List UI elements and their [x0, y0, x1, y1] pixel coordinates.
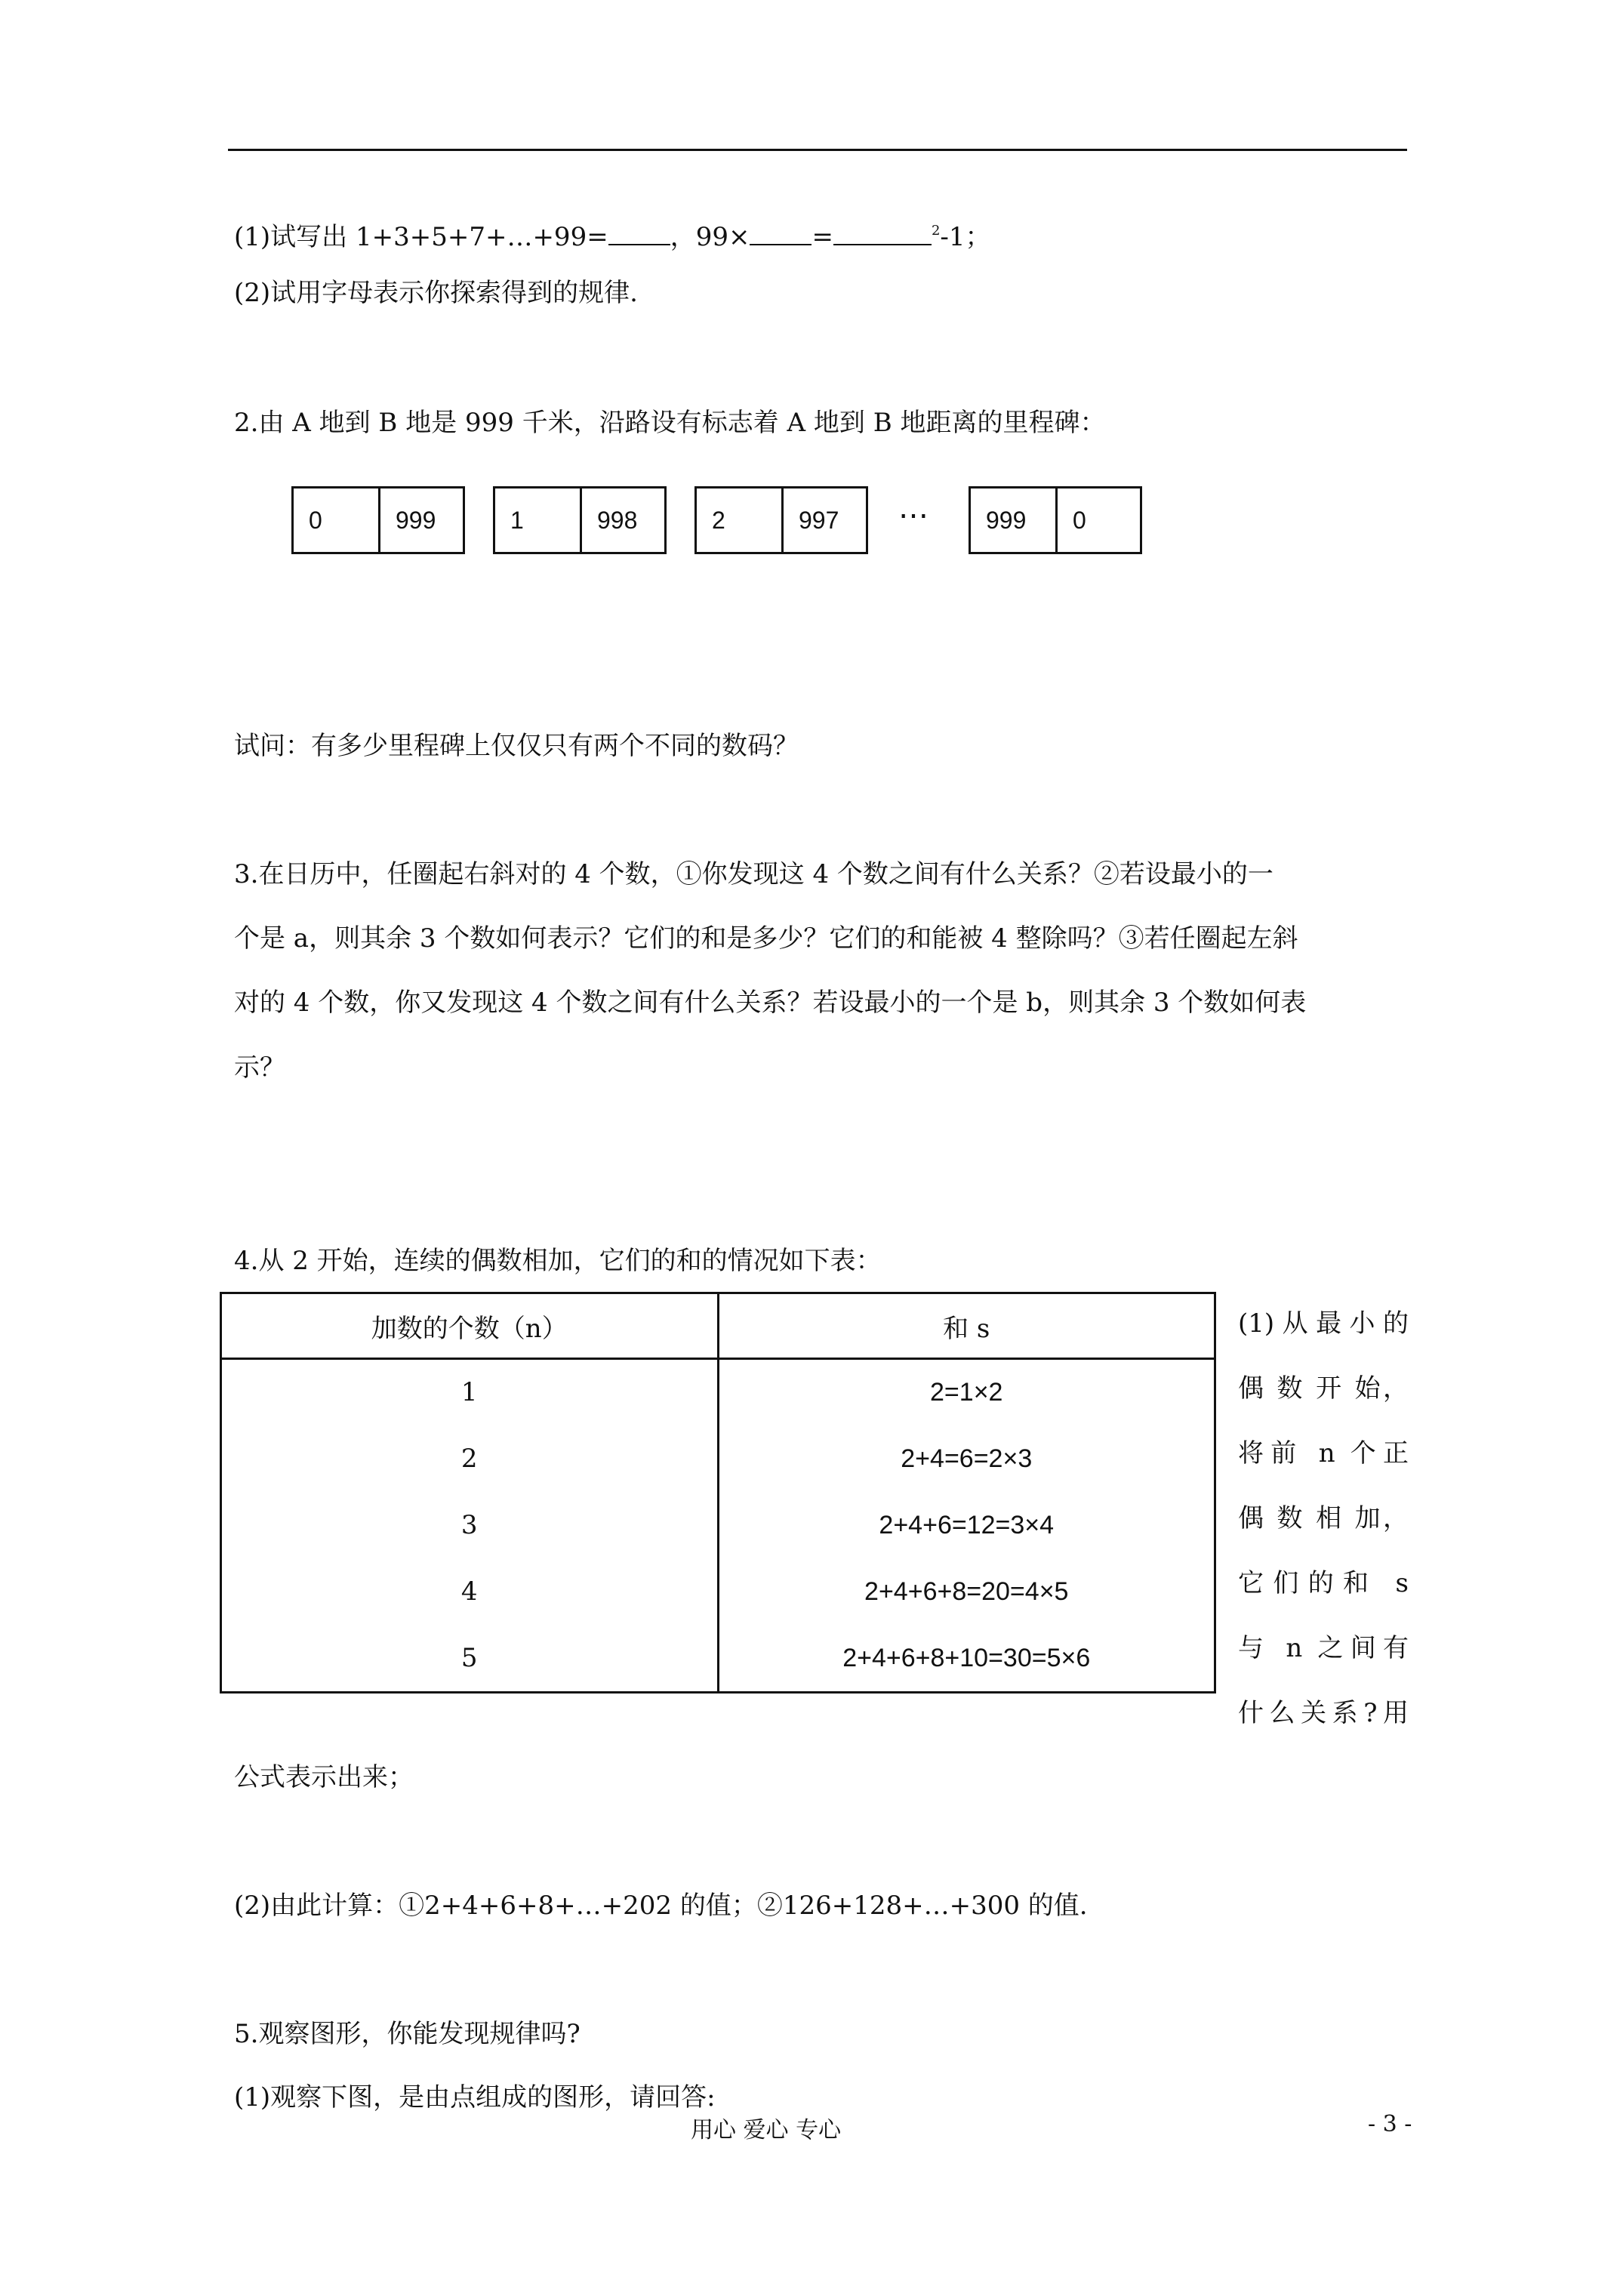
q5-part1: (1)观察下图，是由点组成的图形，请回答:: [234, 2082, 716, 2113]
milestone-right: 997: [781, 488, 866, 552]
milestone-right: 0: [1055, 488, 1140, 552]
side-line: (1)从最小的: [1238, 1308, 1409, 1339]
side-line: 它们的和 s: [1238, 1568, 1409, 1598]
table-cell: 2+4+6=12=3×4: [718, 1492, 1215, 1558]
q4-intro: 4.从 2 开始，连续的偶数相加，它们的和的情况如下表：: [234, 1246, 882, 1276]
milestone-left: 0: [309, 506, 322, 534]
q4-part2: (2)由此计算：①2+4+6+8+…+202 的值；②126+128+…+300 的值.: [234, 1891, 1088, 1921]
answer-blank[interactable]: [750, 221, 812, 245]
table-row: [221, 1625, 1215, 1693]
side-line: 偶 数 开 始，: [1238, 1373, 1409, 1404]
milestone: [694, 486, 868, 554]
milestone-left: 999: [986, 506, 1027, 534]
q1-part1-text-a: (1)试写出 1+3+5+7+…+99=: [234, 222, 608, 252]
q3-line: 个是 a，则其余 3 个数如何表示？它们的和是多少？它们的和能被 4 整除吗？③若任圈起左斜: [234, 923, 1298, 954]
side-line: 与 n 之间有: [1238, 1633, 1409, 1663]
milestone: [493, 486, 667, 554]
q3-line: 示？: [234, 1052, 285, 1083]
table-cell: 2+4=6=2×3: [718, 1425, 1215, 1492]
q1-part1-text-d: -1；: [940, 222, 991, 252]
side-line: 将前 n 个正: [1238, 1438, 1409, 1469]
q4-side-text: [1238, 1291, 1409, 1746]
footer-motto: 用心 爱心 专心: [691, 2117, 842, 2143]
sum-table: [220, 1292, 1216, 1693]
q1-part2: (2)试用字母表示你探索得到的规律.: [234, 278, 638, 308]
superscript: 2: [931, 223, 941, 239]
table-cell: 2: [221, 1425, 719, 1492]
side-line: 什么关系?用: [1238, 1698, 1409, 1728]
table-cell: 2+4+6+8+10=30=5×6: [718, 1625, 1215, 1693]
q1-part1-text-b: ，99×: [670, 222, 750, 252]
q3-line: 对的 4 个数，你又发现这 4 个数之间有什么关系？若设最小的一个是 b，则其余 3 个数如何表: [234, 988, 1307, 1018]
milestone-left: 1: [510, 506, 524, 534]
table-header-row: [221, 1293, 1215, 1359]
table-cell: 1: [221, 1359, 719, 1426]
table-cell: 2+4+6+8=20=4×5: [718, 1558, 1215, 1625]
answer-blank[interactable]: [608, 221, 670, 245]
q4-after-table: 公式表示出来；: [234, 1762, 414, 1792]
q2-text: 2.由 A 地到 B 地是 999 千米，沿路设有标志着 A 地到 B 地距离的里程碑：: [234, 408, 1106, 438]
column-header: 加数的个数（n）: [221, 1293, 719, 1359]
answer-blank[interactable]: [833, 221, 932, 245]
header-rule: [228, 149, 1407, 151]
table-row: [221, 1492, 1215, 1558]
page-number: - 3 -: [1368, 2111, 1412, 2137]
table-row: [221, 1558, 1215, 1625]
q2-question: 试问：有多少里程碑上仅仅只有两个不同的数码？: [234, 731, 799, 761]
q3-line: 3.在日历中，任圈起右斜对的 4 个数，①你发现这 4 个数之间有什么关系？②若设最小的一: [234, 859, 1273, 889]
ellipsis: …: [898, 491, 929, 525]
column-header: 和 s: [718, 1293, 1215, 1359]
side-line: 偶 数 相 加，: [1238, 1503, 1409, 1533]
table-cell: 2=1×2: [718, 1359, 1215, 1426]
q1-part1: [234, 214, 991, 254]
q5-title: 5.观察图形，你能发现规律吗?: [234, 2019, 581, 2049]
milestone-right: 999: [378, 488, 463, 552]
table-row: [221, 1359, 1215, 1426]
milestone-right: 998: [580, 488, 664, 552]
milestone: [969, 486, 1142, 554]
table-row: [221, 1425, 1215, 1492]
q1-part1-text-c: =: [812, 222, 833, 252]
table-cell: 5: [221, 1625, 719, 1693]
table-cell: 4: [221, 1558, 719, 1625]
table-cell: 3: [221, 1492, 719, 1558]
milestone-left: 2: [712, 506, 725, 534]
milestone: [291, 486, 465, 554]
